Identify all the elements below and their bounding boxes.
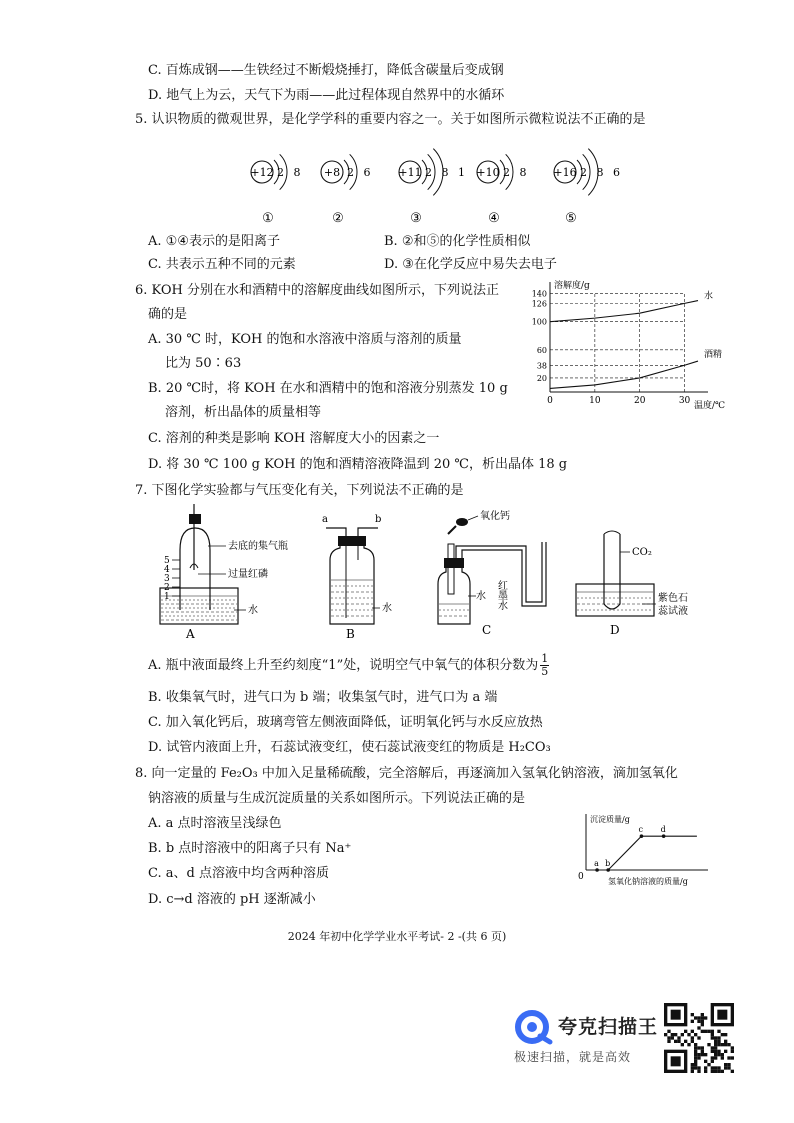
label-co2: CO₂: [632, 547, 652, 558]
y-tick-label: 38: [536, 361, 547, 371]
q6-option-a-line2: 比为 50∶63: [165, 356, 242, 371]
q5-stem: 5. 认识物质的微观世界，是化学学科的重要内容之一。关于如图所示微粒说法不正确的是: [135, 112, 646, 127]
origin-label: 0: [578, 872, 584, 882]
q4-option-c: C. 百炼成钢——生铁经过不断煅烧捶打，降低含碳量后变成钢: [148, 63, 504, 78]
q7-apparatus-figure: [150, 500, 688, 645]
q5-option-c: C. 共表示五种不同的元素: [148, 257, 296, 272]
q8-stem-line1: 8. 向一定量的 Fe₂O₃ 中加入足量稀硫酸，完全溶解后，再逐滴加入氢氧化钠溶液，滴加氢氧化: [135, 766, 678, 781]
label-c: C: [482, 623, 492, 637]
y-axis-label: 溶解度/g: [554, 281, 590, 291]
q5-option-b: B. ②和⑤的化学性质相似: [384, 234, 531, 249]
solubility-chart: [530, 278, 726, 414]
nucleus-charge: +16: [553, 166, 577, 179]
precipitate-chart: [572, 812, 722, 892]
q5-option-d: D. ③在化学反应中易失去电子: [384, 257, 557, 272]
nucleus-charge: +12: [250, 166, 274, 179]
particle-label: ③: [410, 211, 422, 226]
label-litmus-line2: 蕊试液: [658, 606, 688, 617]
label-phosphorus: 过量红磷: [228, 569, 268, 580]
label-water-b: 水: [382, 603, 392, 614]
y-tick-label: 100: [531, 317, 547, 327]
y-tick-label: 140: [531, 289, 547, 299]
electron-counts: 2 8 6: [580, 166, 623, 179]
label-bottle: 去底的集气瓶: [228, 541, 288, 552]
particle-label: ④: [488, 211, 500, 226]
scale-2: 2: [164, 583, 170, 593]
particle-label: ①: [262, 211, 274, 226]
q6-option-d: D. 将 30 ℃ 100 g KOH 的饱和酒精溶液降温到 20 ℃，析出晶体 18 g: [148, 457, 568, 472]
x-tick-label: 10: [589, 396, 601, 406]
atom-1: [250, 154, 303, 226]
x-tick-label: 0: [547, 396, 553, 406]
fraction-denominator: 5: [541, 665, 549, 678]
y-axis-label: 沉淀质量/g: [590, 815, 630, 824]
y-tick-label: 126: [531, 299, 547, 309]
y-tick-label: 60: [536, 345, 547, 355]
q8-stem-line2: 钠溶液的质量与生成沉淀质量的关系如图所示。下列说法正确的是: [148, 791, 526, 806]
electron-counts: 2 6: [347, 166, 374, 179]
q6-option-b-line1: B. 20 ℃时，将 KOH 在水和酒精中的饱和溶液分别蒸发 10 g: [148, 381, 508, 396]
label-cao: 氧化钙: [480, 511, 510, 522]
nucleus-charge: +11: [398, 166, 422, 179]
q6-stem-line1: 6. KOH 分别在水和酒精中的溶解度曲线如图所示，下列说法正: [135, 283, 500, 298]
electron-counts: 2 8 1: [425, 166, 468, 179]
qr-code-icon: [664, 1003, 734, 1073]
nucleus-charge: +10: [476, 166, 500, 179]
scale-1: 1: [164, 592, 170, 602]
electron-counts: 2 8: [277, 166, 304, 179]
scanner-logo-icon: [512, 1010, 554, 1044]
particle-label: ⑤: [565, 211, 577, 226]
series-label: 酒精: [704, 350, 723, 361]
q8-option-a: A. a 点时溶液呈浅绿色: [148, 816, 282, 831]
point-c: [640, 834, 644, 838]
label-port-a: a: [322, 514, 328, 525]
q7-option-c: C. 加入氧化钙后，玻璃弯管左侧液面降低，证明氧化钙与水反应放热: [148, 715, 543, 730]
x-axis-label: 氢氧化钠溶液的质量/g: [608, 877, 688, 886]
q6-option-a-line1: A. 30 ℃ 时，KOH 的饱和水溶液中溶质与溶剂的质量: [148, 332, 462, 347]
q7-option-a: [148, 653, 549, 679]
atom-5: [553, 149, 623, 226]
label-ink: 红墨水: [495, 580, 507, 610]
brand-name: 夸克扫描王: [558, 1016, 659, 1038]
x-axis-label: 温度/℃: [694, 401, 726, 411]
q7-option-a-text: A. 瓶中液面最终上升至约刻度“1”处，说明空气中氧气的体积分数为: [148, 658, 539, 673]
electron-counts: 2 8: [503, 166, 530, 179]
point-label-d: d: [660, 825, 666, 835]
q4-option-d: D. 地气上为云，天气下为雨——此过程体现自然界中的水循环: [148, 88, 505, 103]
brand-slogan: 极速扫描，就是高效: [514, 1050, 632, 1064]
q7-option-b: B. 收集氧气时，进气口为 b 端；收集氢气时，进气口为 a 端: [148, 690, 498, 705]
series-line-water: [550, 301, 698, 322]
label-port-b: b: [375, 514, 382, 525]
q7-stem: 7. 下图化学实验都与气压变化有关，下列说法不正确的是: [135, 483, 464, 498]
nucleus-charge: +8: [323, 166, 341, 179]
apparatus-d: [576, 531, 688, 637]
q5-atom-structure-figure: [240, 138, 630, 228]
q7-option-d: D. 试管内液面上升，石蕊试液变红，使石蕊试液变红的物质是 H₂CO₃: [148, 740, 551, 755]
page-footer: 2024 年初中化学学业水平考试- 2 -(共 6 页): [287, 930, 507, 943]
apparatus-a: [160, 504, 288, 641]
q6-option-b-line2: 溶剂，析出晶体的质量相等: [165, 405, 322, 420]
point-label-b: b: [605, 859, 611, 868]
label-d: D: [610, 623, 620, 637]
x-tick-label: 20: [633, 396, 646, 406]
q5-option-a: A. ①④表示的是阳离子: [148, 234, 280, 249]
q6-option-c: C. 溶剂的种类是影响 KOH 溶解度大小的因素之一: [148, 431, 440, 446]
point-a: [595, 868, 599, 872]
point-b: [606, 868, 610, 872]
scale-5: 5: [164, 556, 170, 566]
series-line: [586, 836, 697, 870]
point-d: [662, 834, 666, 838]
atom-2: [321, 154, 374, 226]
scale-3: 3: [164, 574, 170, 584]
fraction-numerator: 1: [541, 652, 549, 665]
y-tick-label: 20: [536, 373, 547, 383]
scale-4: 4: [164, 565, 170, 575]
particle-label: ②: [332, 211, 344, 226]
point-label-c: c: [638, 825, 643, 835]
label-a: A: [186, 627, 195, 641]
apparatus-b: [322, 514, 392, 641]
q8-option-b: B. b 点时溶液中的阳离子只有 Na⁺: [148, 841, 352, 856]
series-label: 水: [704, 291, 714, 302]
q8-option-c: C. a、d 点溶液中均含两种溶质: [148, 866, 329, 881]
x-tick-label: 30: [678, 396, 691, 406]
label-b: B: [346, 627, 355, 641]
label-water-c: 水: [476, 591, 486, 602]
label-water-a: 水: [248, 605, 258, 616]
q6-stem-line2: 确的是: [148, 307, 188, 322]
point-label-a: a: [594, 859, 599, 868]
q8-option-d: D. c→d 溶液的 pH 逐渐减小: [148, 892, 316, 907]
label-litmus-line1: 紫色石: [658, 593, 688, 604]
atom-3: [398, 149, 468, 226]
apparatus-c: [438, 509, 546, 637]
scanner-brand: [512, 1010, 659, 1064]
atom-4: [476, 154, 529, 226]
